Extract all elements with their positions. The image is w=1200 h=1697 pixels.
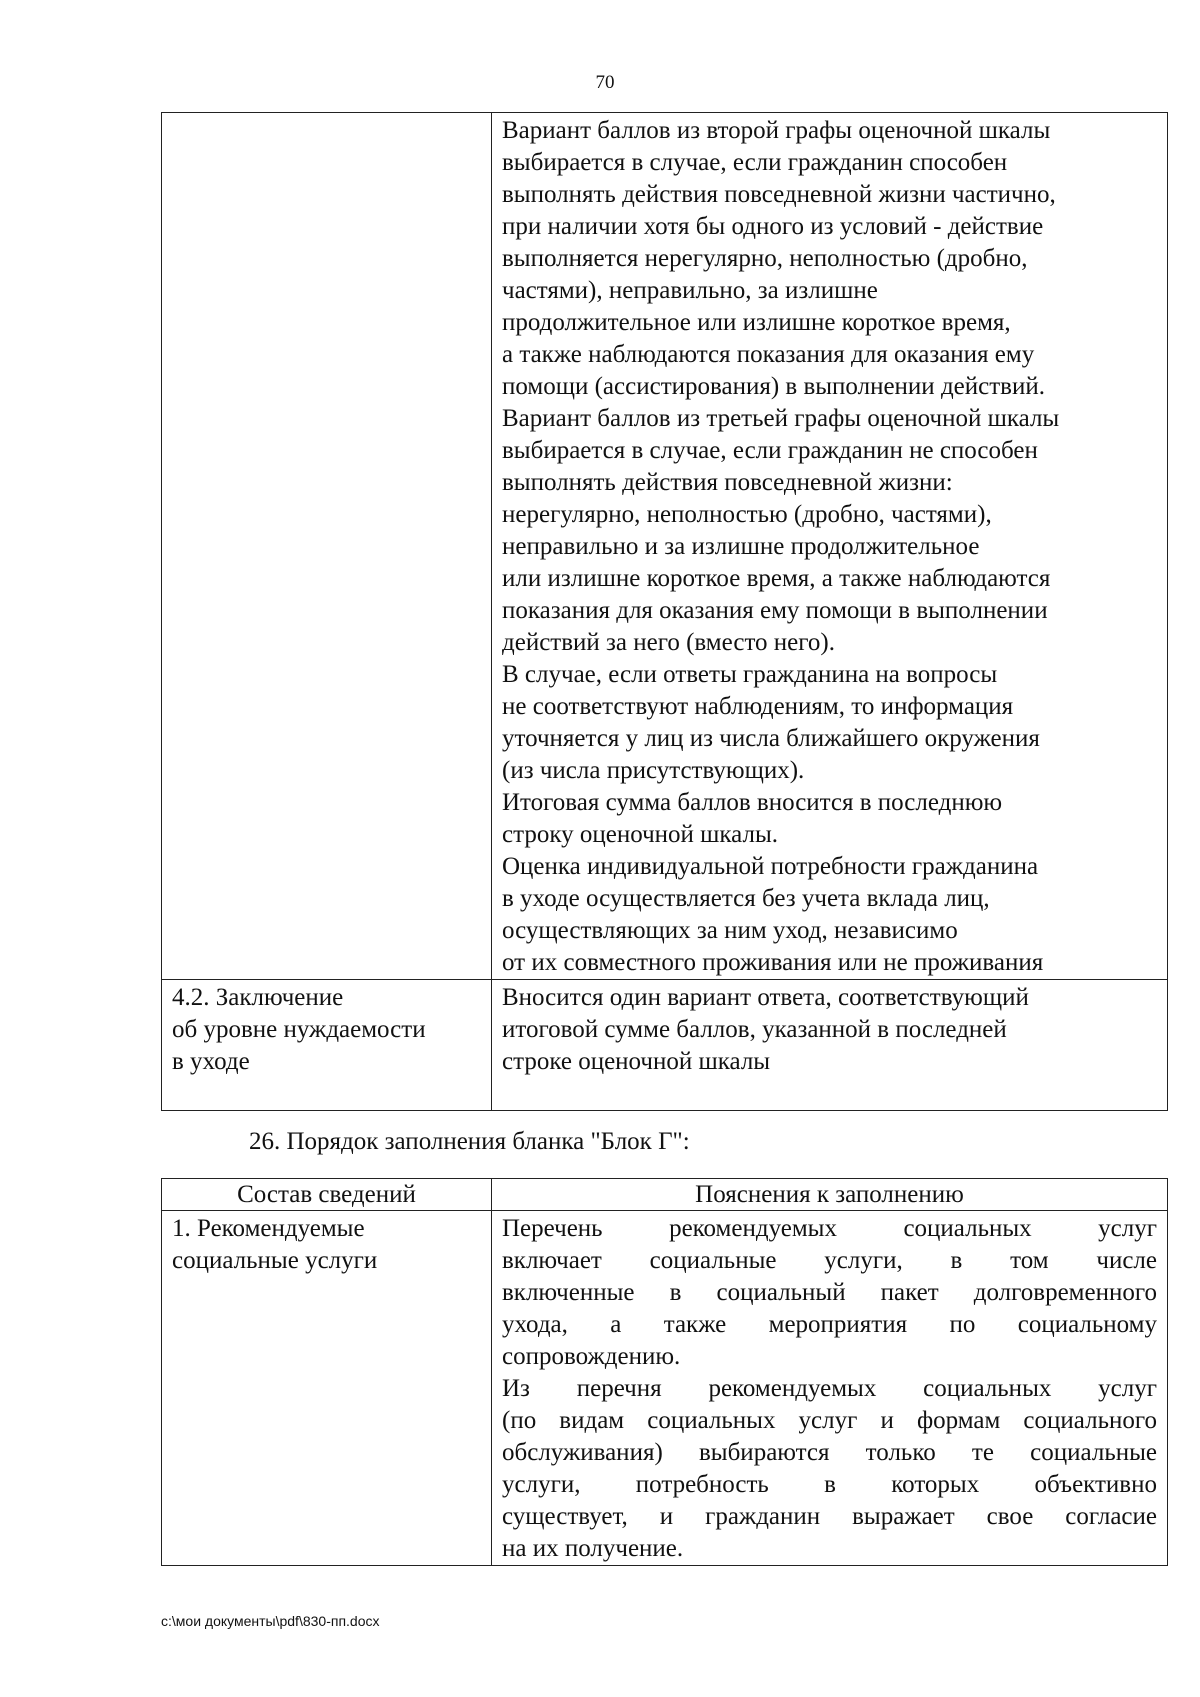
text-line: 4.2. Заключение	[172, 984, 344, 1011]
text-line: осуществляющих за ним уход, независимо	[502, 917, 958, 944]
file-path-footer: c:\мои документы\pdf\830-пп.docx	[161, 1613, 380, 1629]
text-line: при наличии хотя бы одного из условий - действие	[502, 213, 1044, 240]
text-line: включает социальные услуги, в том числе	[502, 1247, 1157, 1274]
text-line: включенные в социальный пакет долговременного	[502, 1279, 1157, 1306]
text-line: Вносится один вариант ответа, соответствующий	[502, 984, 1029, 1011]
table-cell-services-explanation	[492, 1211, 1168, 1566]
text-line: на их получение.	[502, 1535, 684, 1562]
text-line: в уходе	[172, 1048, 250, 1075]
text-line: обслуживания) выбираются только те социальные	[502, 1439, 1157, 1466]
text-line: Перечень рекомендуемых социальных услуг	[502, 1215, 1157, 1242]
text-line: существует, и гражданин выражает свое согласие	[502, 1503, 1157, 1530]
text-line: действий за него (вместо него).	[502, 629, 835, 656]
text-line: строке оценочной шкалы	[502, 1048, 771, 1075]
text-line: от их совместного проживания или не проживания	[502, 949, 1044, 976]
text-line: неправильно и за излишне продолжительное	[502, 533, 980, 560]
text-line: итоговой сумме баллов, указанной в последней	[502, 1016, 1007, 1043]
table-cell-scoring-explanation	[492, 113, 1168, 980]
column-header: Состав сведений	[162, 1179, 492, 1211]
text-line: выполнять действия повседневной жизни:	[502, 469, 953, 496]
text-line: уточняется у лиц из числа ближайшего окружения	[502, 725, 1040, 752]
table-cell-conclusion-explanation	[492, 980, 1168, 1111]
text-line: помощи (ассистирования) в выполнении действий.	[502, 373, 1045, 400]
column-header: Пояснения к заполнению	[492, 1179, 1168, 1211]
table-header-row	[162, 1179, 1168, 1211]
text-line: об уровне нуждаемости	[172, 1016, 426, 1043]
page-number: 70	[595, 72, 615, 93]
text-line: социальные услуги	[172, 1247, 378, 1274]
text-line: выбирается в случае, если гражданин не способен	[502, 437, 1038, 464]
text-line: Из перечня рекомендуемых социальных услуг	[502, 1375, 1157, 1402]
text-line: 1. Рекомендуемые	[172, 1215, 365, 1242]
table-row	[162, 980, 1168, 1111]
table-cell-conclusion-label	[162, 980, 492, 1111]
text-line: В случае, если ответы гражданина на вопросы	[502, 661, 998, 688]
text-line: ухода, а также мероприятия по социальному	[502, 1311, 1157, 1338]
table-continuation	[161, 112, 1168, 1111]
table-row	[162, 113, 1168, 980]
text-line: строку оценочной шкалы.	[502, 821, 779, 848]
text-line: а также наблюдаются показания для оказания ему	[502, 341, 1035, 368]
text-line: выбирается в случае, если гражданин способен	[502, 149, 1008, 176]
text-line: в уходе осуществляется без учета вклада лиц,	[502, 885, 990, 912]
text-line: Оценка индивидуальной потребности гражданина	[502, 853, 1039, 880]
text-line: Вариант баллов из третьей графы оценочной шкалы	[502, 405, 1060, 432]
table-cell-empty	[162, 113, 492, 980]
text-line: нерегулярно, неполностью (дробно, частями),	[502, 501, 992, 528]
text-line: частями), неправильно, за излишне	[502, 277, 878, 304]
text-line: сопровождению.	[502, 1343, 681, 1370]
text-line: (из числа присутствующих).	[502, 757, 805, 784]
section-paragraph: 26. Порядок заполнения бланка "Блок Г":	[249, 1128, 690, 1155]
text-line: продолжительное или излишне короткое время,	[502, 309, 1011, 336]
text-line: услуги, потребность в которых объективно	[502, 1471, 1157, 1498]
text-line: выполняется нерегулярно, неполностью (дробно,	[502, 245, 1028, 272]
table-block-g	[161, 1178, 1168, 1566]
text-line: или излишне короткое время, а также наблюдаются	[502, 565, 1051, 592]
text-line: не соответствуют наблюдениям, то информация	[502, 693, 1014, 720]
text-line: Итоговая сумма баллов вносится в последнюю	[502, 789, 1003, 816]
text-line: показания для оказания ему помощи в выполнении	[502, 597, 1048, 624]
text-line: Вариант баллов из второй графы оценочной шкалы	[502, 117, 1051, 144]
text-line: (по видам социальных услуг и формам социального	[502, 1407, 1157, 1434]
table-row	[162, 1211, 1168, 1566]
text-line: выполнять действия повседневной жизни частично,	[502, 181, 1056, 208]
table-cell-services-label	[162, 1211, 492, 1566]
